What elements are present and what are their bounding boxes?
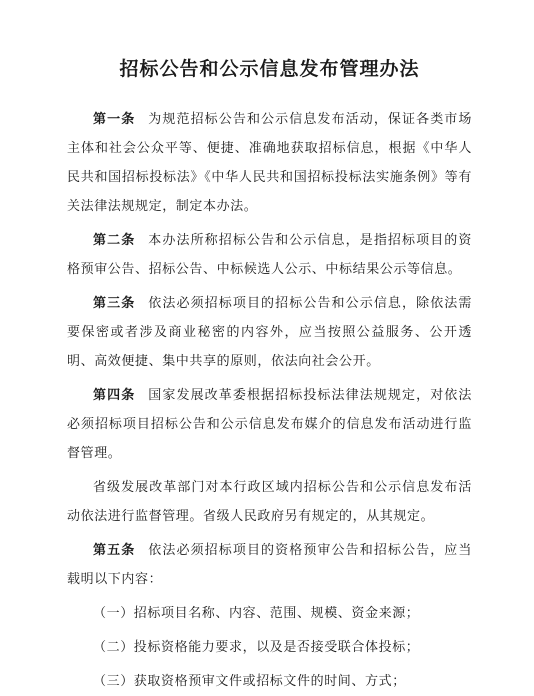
article-label: 第三条 (93, 296, 136, 311)
document-title: 招标公告和公示信息发布管理办法 (119, 58, 420, 80)
article-text: 本办法所称招标公告和公示信息，是指招标项目的资格预审公告、招标公告、中标候选人公示、中标结果公示等信息。 (67, 233, 472, 277)
article-label: 第二条 (93, 233, 136, 248)
list-item: （一）招标项目名称、内容、范围、规模、资金来源； (93, 606, 420, 621)
article-list (67, 105, 472, 696)
article-label: 第五条 (93, 543, 136, 558)
article-text: 为规范招标公告和公示信息发布活动，保证各类市场主体和社会公众平等、便捷、准确地获取招标信息，根据《中华人民共和国招标投标法》《中华人民共和国招标投标法实施条例》等有关法律法规规定，制定本办法。 (67, 112, 472, 214)
list-item: （二）投标资格能力要求，以及是否接受联合体投标； (93, 640, 420, 655)
article-paragraph (67, 105, 472, 221)
article-text: 依法必须招标项目的资格预审公告和招标公告，应当载明以下内容： (67, 543, 472, 587)
article-paragraph (67, 381, 472, 468)
article-label: 第一条 (93, 112, 136, 127)
article-text: 依法必须招标项目的招标公告和公示信息，除依法需要保密或者涉及商业秘密的内容外，应当按照公益服务、公开透明、高效便捷、集中共享的原则，依法向社会公开。 (67, 296, 472, 369)
article-label: 第四条 (93, 388, 136, 403)
article-text: 国家发展改革委根据招标投标法律法规规定，对依法必须招标项目招标公告和公示信息发布媒介的信息发布活动进行监督管理。 (67, 388, 472, 461)
article-text: 省级发展改革部门对本行政区域内招标公告和公示信息发布活动依法进行监督管理。省级人民政府另有规定的，从其规定。 (67, 480, 472, 524)
list-item: （三）获取资格预审文件或招标文件的时间、方式； (93, 674, 406, 689)
article-paragraph (67, 289, 472, 376)
article-paragraph (67, 226, 472, 284)
article-paragraph-continuation (67, 473, 472, 531)
article-paragraph (67, 536, 472, 594)
